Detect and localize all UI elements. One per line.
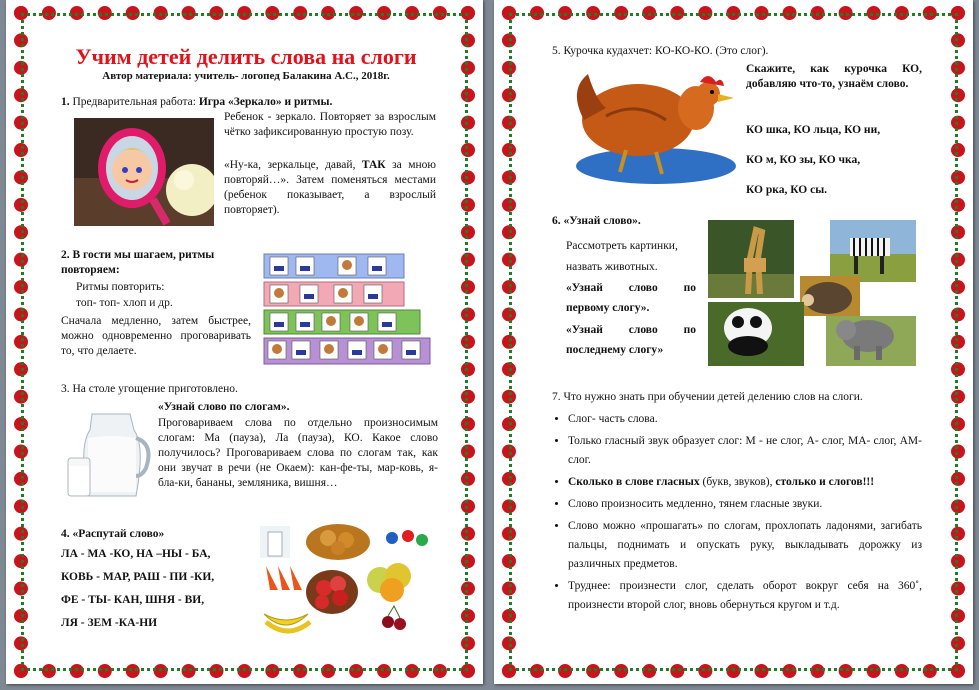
section5-intro: Скажите, как курочка КО, добавляю что-то, узнаём слово. — [746, 63, 922, 90]
list-item: • Слово можно «прошагать» по слогам, прохлопать ладонями, загибать пальцы, поднимать и опускать руку, выкладывать дорожку из различных предметов. — [568, 517, 922, 574]
section2-line2: топ- топ- хлоп и др. — [76, 297, 173, 309]
list-item: • Слог- часть слова. — [568, 410, 922, 429]
section1-heading — [61, 95, 441, 110]
section2-heading: 2. В гости мы шагаем, ритмы повторяем: — [61, 249, 215, 276]
section7-heading: 7. Что нужно знать при обучении детей делению слов на слоги. — [552, 391, 863, 403]
mirror-photo — [74, 118, 214, 226]
section6-line3: «Узнай слово по первому слогу». — [566, 282, 696, 314]
author-line: Автор материала: учитель- логопед Балакина А.С., 2018г. — [102, 70, 390, 82]
section1-heading-plain: Предварительная работа: — [72, 96, 199, 108]
syllable-line-4: ЛЯ - ЗЕМ -КА-НИ — [61, 617, 158, 629]
milk-photo — [64, 404, 154, 502]
section6-line1: Рассмотреть картинки, — [566, 240, 678, 252]
vowels-plain: (букв, звуков), — [699, 476, 776, 488]
ko-line-2: КО м, КО зы, КО чка, — [746, 154, 861, 166]
section6-heading: 6. «Узнай слово». — [552, 215, 641, 227]
section7-list — [552, 410, 922, 618]
food-pictures — [258, 518, 438, 636]
section2-para: Сначала медленно, затем быстрее, можно одновременно проговаривать то, что делаете. — [61, 315, 251, 357]
hen-picture — [566, 60, 738, 188]
section2-line1: Ритмы повторить: — [76, 281, 165, 293]
rhythm-cards — [262, 252, 432, 368]
section1-para2 — [224, 158, 436, 218]
syllable-line-2: КОВЬ - МАР, РАШ - ПИ -КИ, — [61, 571, 215, 583]
section1-para2-a: «Ну-ка, зеркальце, давай, — [224, 159, 362, 171]
list-item: • Только гласный звук образует слог: М - не слог, А- слог, МА- слог, АМ- слог. — [568, 432, 922, 470]
list-item — [568, 473, 922, 492]
section5-heading: 5. Курочка кудахчет: КО-КО-КО. (Это слог). — [552, 45, 769, 57]
list-item: • Труднее: произнести слог, сделать оборот вокруг себя на 360˚, произнести второй слог, вновь обернуться кругом и т.д. — [568, 577, 922, 615]
page-right — [494, 0, 973, 684]
list-item: • Слово произносить медленно, тянем гласные звуки. — [568, 495, 922, 514]
vowels-bold-a: Сколько в слове гласных — [568, 476, 700, 488]
section1-number: 1. — [61, 96, 70, 108]
section1-para1: Ребенок - зеркало. Повторяет за взрослым чётко зафиксированную простую позу. — [224, 111, 436, 138]
page-left — [6, 0, 483, 684]
ko-line-1: КО шка, КО льца, КО ни, — [746, 124, 881, 136]
animal-pictures — [708, 218, 918, 368]
syllable-line-3: ФЕ - ТЫ- КАН, ШНЯ - ВИ, — [61, 594, 205, 606]
ko-line-3: КО рка, КО сы. — [746, 184, 828, 196]
section3-heading: 3. На столе угощение приготовлено. — [61, 383, 238, 395]
syllable-line-1: ЛА - МА -КО, НА –НЫ - БА, — [61, 548, 211, 560]
section1-para2-c: за мною повторяй…». Затем поменяться местами (ребенок показывает, а взрослый повторяет). — [224, 159, 436, 216]
section4-lines — [61, 543, 261, 635]
section4-heading: 4. «Распутай слово» — [61, 528, 165, 540]
section6-line4: «Узнай слово по последнему слогу» — [566, 324, 696, 356]
section3-subheading: «Узнай слово по слогам». — [158, 401, 290, 413]
section3-para: Проговариваем слова по отдельно произносимым слогам: Ма (пауза), Ла (пауза), КО. Какое слово получилось? Проговариваем слова по слогам так, как они звучат в речи (не Окаем): кан-фе-ты, мар-ковь, я-бла-ки, бананы, земляника, вишня… — [158, 417, 438, 489]
section6-line2: назвать животных. — [566, 261, 658, 273]
section1-heading-bold: Игра «Зеркало» и ритмы. — [198, 96, 333, 108]
vowels-bold-c: столько и слогов!!! — [775, 476, 875, 488]
section1-para2-bold: ТАК — [361, 159, 386, 171]
page-title: Учим детей делить слова на слоги — [75, 44, 417, 69]
